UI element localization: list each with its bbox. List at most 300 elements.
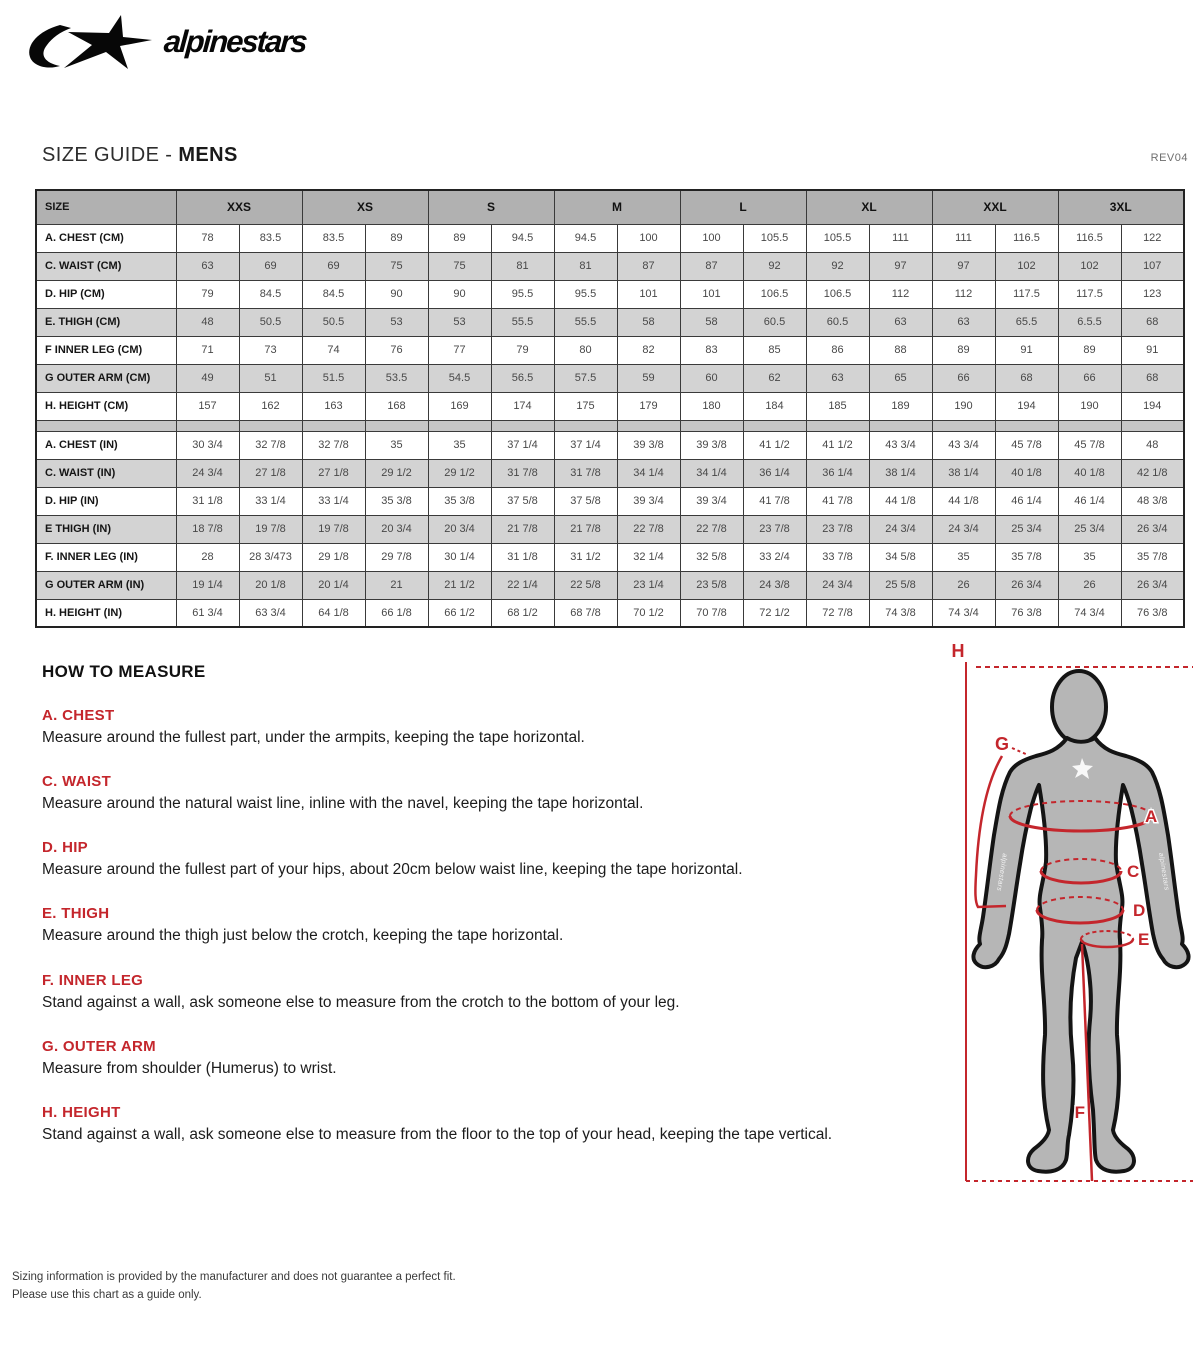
size-value-cell: 66 <box>1058 364 1121 392</box>
size-value-cell: 24 3/4 <box>869 515 932 543</box>
measure-text-outer-arm: Measure from shoulder (Humerus) to wrist. <box>42 1059 337 1077</box>
size-value-cell: 68 <box>995 364 1058 392</box>
table-row <box>36 543 1184 571</box>
size-value-cell: 81 <box>491 252 554 280</box>
size-value-cell: 70 1/2 <box>617 599 680 627</box>
size-value-cell: 60 <box>680 364 743 392</box>
size-value-cell: 20 1/4 <box>302 571 365 599</box>
separator-cell <box>302 420 365 431</box>
size-value-cell: 44 1/8 <box>932 487 995 515</box>
size-value-cell: 111 <box>869 224 932 252</box>
size-value-cell: 72 7/8 <box>806 599 869 627</box>
size-value-cell: 185 <box>806 392 869 420</box>
size-value-cell: 54.5 <box>428 364 491 392</box>
size-value-cell: 87 <box>617 252 680 280</box>
table-row <box>36 431 1184 459</box>
size-value-cell: 21 1/2 <box>428 571 491 599</box>
how-to-measure-title: HOW TO MEASURE <box>42 662 206 681</box>
size-value-cell: 39 3/8 <box>680 431 743 459</box>
size-value-cell: 23 7/8 <box>806 515 869 543</box>
size-value-cell: 31 7/8 <box>554 459 617 487</box>
size-value-cell: 100 <box>680 224 743 252</box>
size-value-cell: 63 <box>932 308 995 336</box>
size-value-cell: 91 <box>995 336 1058 364</box>
size-col-header-xs: XS <box>302 190 428 224</box>
size-value-cell: 26 <box>932 571 995 599</box>
size-value-cell: 66 <box>932 364 995 392</box>
size-value-cell: 19 1/4 <box>176 571 239 599</box>
table-row <box>36 364 1184 392</box>
page-title-gender: MENS <box>178 144 238 166</box>
size-value-cell: 101 <box>680 280 743 308</box>
table-row <box>36 392 1184 420</box>
size-value-cell: 63 <box>869 308 932 336</box>
size-value-cell: 32 1/4 <box>617 543 680 571</box>
diagram-label-chest: A <box>1145 807 1158 826</box>
size-value-cell: 190 <box>932 392 995 420</box>
size-value-cell: 22 7/8 <box>617 515 680 543</box>
size-value-cell: 28 <box>176 543 239 571</box>
size-value-cell: 107 <box>1121 252 1184 280</box>
size-value-cell: 162 <box>239 392 302 420</box>
size-value-cell: 60.5 <box>806 308 869 336</box>
size-col-header-s: S <box>428 190 554 224</box>
size-value-cell: 29 1/2 <box>428 459 491 487</box>
size-value-cell: 95.5 <box>554 280 617 308</box>
size-col-header-l: L <box>680 190 806 224</box>
size-value-cell: 34 1/4 <box>680 459 743 487</box>
size-value-cell: 55.5 <box>491 308 554 336</box>
measure-heading-waist: C. WAIST <box>42 773 112 791</box>
size-value-cell: 50.5 <box>302 308 365 336</box>
size-value-cell: 190 <box>1058 392 1121 420</box>
row-label: F. INNER LEG (IN) <box>36 543 176 571</box>
size-value-cell: 37 1/4 <box>491 431 554 459</box>
size-value-cell: 68 <box>1121 308 1184 336</box>
size-value-cell: 63 <box>176 252 239 280</box>
size-value-cell: 35 <box>932 543 995 571</box>
row-label: D. HIP (CM) <box>36 280 176 308</box>
diagram-label-outer-arm: G <box>994 734 1010 754</box>
row-label: C. WAIST (CM) <box>36 252 176 280</box>
separator-cell <box>743 420 806 431</box>
size-value-cell: 76 3/8 <box>1121 599 1184 627</box>
size-value-cell: 35 <box>1058 543 1121 571</box>
size-value-cell: 74 3/8 <box>869 599 932 627</box>
size-value-cell: 21 7/8 <box>554 515 617 543</box>
size-value-cell: 37 1/4 <box>554 431 617 459</box>
size-value-cell: 84.5 <box>302 280 365 308</box>
size-value-cell: 94.5 <box>491 224 554 252</box>
row-label: G OUTER ARM (IN) <box>36 571 176 599</box>
size-value-cell: 163 <box>302 392 365 420</box>
size-value-cell: 72 1/2 <box>743 599 806 627</box>
size-value-cell: 40 1/8 <box>1058 459 1121 487</box>
size-value-cell: 37 5/8 <box>554 487 617 515</box>
size-value-cell: 90 <box>365 280 428 308</box>
size-value-cell: 35 <box>365 431 428 459</box>
size-value-cell: 105.5 <box>806 224 869 252</box>
size-value-cell: 40 1/8 <box>995 459 1058 487</box>
size-value-cell: 83.5 <box>239 224 302 252</box>
size-col-header-m: M <box>554 190 680 224</box>
separator-cell <box>680 420 743 431</box>
size-value-cell: 189 <box>869 392 932 420</box>
size-value-cell: 73 <box>239 336 302 364</box>
size-value-cell: 28 3/473 <box>239 543 302 571</box>
size-value-cell: 168 <box>365 392 428 420</box>
row-label: G OUTER ARM (CM) <box>36 364 176 392</box>
size-value-cell: 90 <box>428 280 491 308</box>
size-value-cell: 194 <box>1121 392 1184 420</box>
table-row <box>36 280 1184 308</box>
size-table-wrapper <box>35 189 1185 628</box>
separator-cell <box>806 420 869 431</box>
size-column-header: SIZE <box>36 190 176 224</box>
size-value-cell: 35 3/8 <box>365 487 428 515</box>
size-value-cell: 23 1/4 <box>617 571 680 599</box>
size-table <box>35 189 1185 628</box>
size-value-cell: 37 5/8 <box>491 487 554 515</box>
size-value-cell: 46 1/4 <box>1058 487 1121 515</box>
page-title <box>42 144 238 167</box>
size-value-cell: 122 <box>1121 224 1184 252</box>
diagram-label-hip: D <box>1133 901 1146 920</box>
size-value-cell: 22 7/8 <box>680 515 743 543</box>
size-value-cell: 87 <box>680 252 743 280</box>
size-value-cell: 79 <box>491 336 554 364</box>
size-col-header-xxl: XXL <box>932 190 1058 224</box>
size-value-cell: 75 <box>365 252 428 280</box>
row-label: D. HIP (IN) <box>36 487 176 515</box>
size-value-cell: 89 <box>428 224 491 252</box>
separator-cell <box>176 420 239 431</box>
unit-separator-row <box>36 420 1184 431</box>
brand-wordmark: alpinestars <box>162 24 307 59</box>
size-value-cell: 180 <box>680 392 743 420</box>
size-value-cell: 39 3/4 <box>680 487 743 515</box>
size-value-cell: 175 <box>554 392 617 420</box>
separator-cell <box>365 420 428 431</box>
size-value-cell: 25 3/4 <box>1058 515 1121 543</box>
size-value-cell: 179 <box>617 392 680 420</box>
size-value-cell: 32 7/8 <box>239 431 302 459</box>
measure-heading-hip: D. HIP <box>42 839 88 857</box>
size-value-cell: 184 <box>743 392 806 420</box>
measure-text-inner-leg: Stand against a wall, ask someone else to measure from the crotch to the bottom of your leg. <box>42 993 680 1011</box>
table-row <box>36 224 1184 252</box>
right-forearm-brand-text: alpinestars <box>1157 852 1170 892</box>
size-value-cell: 81 <box>554 252 617 280</box>
separator-cell <box>428 420 491 431</box>
page-title-prefix: SIZE GUIDE - <box>42 144 179 166</box>
size-value-cell: 83 <box>680 336 743 364</box>
measure-text-waist: Measure around the natural waist line, inline with the navel, keeping the tape horizontal. <box>42 795 644 813</box>
size-value-cell: 92 <box>743 252 806 280</box>
size-value-cell: 45 7/8 <box>995 431 1058 459</box>
size-value-cell: 26 3/4 <box>1121 515 1184 543</box>
size-value-cell: 97 <box>869 252 932 280</box>
size-value-cell: 31 7/8 <box>491 459 554 487</box>
size-col-header-3xl: 3XL <box>1058 190 1184 224</box>
separator-cell <box>932 420 995 431</box>
size-value-cell: 29 1/8 <box>302 543 365 571</box>
size-value-cell: 58 <box>680 308 743 336</box>
size-value-cell: 19 7/8 <box>302 515 365 543</box>
diagram-label-height: H <box>951 641 965 661</box>
separator-cell <box>554 420 617 431</box>
measure-heading-inner-leg: F. INNER LEG <box>42 971 144 989</box>
size-value-cell: 44 1/8 <box>869 487 932 515</box>
size-value-cell: 24 3/4 <box>176 459 239 487</box>
size-value-cell: 102 <box>1058 252 1121 280</box>
size-value-cell: 76 <box>365 336 428 364</box>
footer-line-2: Please use this chart as a guide only. <box>12 1289 202 1302</box>
size-value-cell: 65 <box>869 364 932 392</box>
size-col-header-xl: XL <box>806 190 932 224</box>
diagram-label-inner-leg: F <box>1074 1103 1085 1122</box>
size-value-cell: 51 <box>239 364 302 392</box>
size-value-cell: 38 1/4 <box>932 459 995 487</box>
separator-cell <box>869 420 932 431</box>
size-value-cell: 100 <box>617 224 680 252</box>
size-value-cell: 29 1/2 <box>365 459 428 487</box>
size-value-cell: 80 <box>554 336 617 364</box>
size-value-cell: 61 3/4 <box>176 599 239 627</box>
size-value-cell: 60.5 <box>743 308 806 336</box>
footer-disclaimer <box>12 1268 456 1305</box>
size-value-cell: 106.5 <box>743 280 806 308</box>
size-value-cell: 75 <box>428 252 491 280</box>
size-value-cell: 111 <box>932 224 995 252</box>
measure-text-chest: Measure around the fullest part, under the armpits, keeping the tape horizontal. <box>42 729 585 746</box>
size-value-cell: 27 1/8 <box>302 459 365 487</box>
table-row <box>36 571 1184 599</box>
size-value-cell: 35 7/8 <box>1121 543 1184 571</box>
size-value-cell: 91 <box>1121 336 1184 364</box>
table-row <box>36 487 1184 515</box>
table-row <box>36 459 1184 487</box>
row-label: A. CHEST (IN) <box>36 431 176 459</box>
size-value-cell: 30 3/4 <box>176 431 239 459</box>
table-row <box>36 308 1184 336</box>
size-value-cell: 34 1/4 <box>617 459 680 487</box>
size-value-cell: 68 1/2 <box>491 599 554 627</box>
size-value-cell: 66 1/8 <box>365 599 428 627</box>
size-value-cell: 194 <box>995 392 1058 420</box>
size-value-cell: 29 7/8 <box>365 543 428 571</box>
size-value-cell: 33 1/4 <box>239 487 302 515</box>
table-row <box>36 599 1184 627</box>
size-value-cell: 74 3/4 <box>1058 599 1121 627</box>
size-value-cell: 48 <box>176 308 239 336</box>
size-value-cell: 24 3/4 <box>806 571 869 599</box>
size-value-cell: 23 5/8 <box>680 571 743 599</box>
size-value-cell: 78 <box>176 224 239 252</box>
size-value-cell: 71 <box>176 336 239 364</box>
size-value-cell: 112 <box>932 280 995 308</box>
size-value-cell: 38 1/4 <box>869 459 932 487</box>
diagram-label-thigh: E <box>1138 930 1150 949</box>
size-value-cell: 35 3/8 <box>428 487 491 515</box>
size-value-cell: 123 <box>1121 280 1184 308</box>
size-value-cell: 55.5 <box>554 308 617 336</box>
size-value-cell: 58 <box>617 308 680 336</box>
size-value-cell: 45 7/8 <box>1058 431 1121 459</box>
size-value-cell: 26 <box>1058 571 1121 599</box>
size-value-cell: 116.5 <box>995 224 1058 252</box>
size-value-cell: 32 7/8 <box>302 431 365 459</box>
size-value-cell: 19 7/8 <box>239 515 302 543</box>
size-value-cell: 116.5 <box>1058 224 1121 252</box>
size-value-cell: 18 7/8 <box>176 515 239 543</box>
size-value-cell: 89 <box>365 224 428 252</box>
size-value-cell: 102 <box>995 252 1058 280</box>
size-value-cell: 84.5 <box>239 280 302 308</box>
size-value-cell: 77 <box>428 336 491 364</box>
row-label: E THIGH (IN) <box>36 515 176 543</box>
size-value-cell: 20 3/4 <box>428 515 491 543</box>
outer-arm-pointer-dash <box>1012 748 1028 755</box>
size-value-cell: 83.5 <box>302 224 365 252</box>
size-value-cell: 82 <box>617 336 680 364</box>
size-value-cell: 88 <box>869 336 932 364</box>
size-value-cell: 53 <box>365 308 428 336</box>
size-value-cell: 65.5 <box>995 308 1058 336</box>
size-value-cell: 69 <box>239 252 302 280</box>
body-figure-illustration <box>930 640 1200 1185</box>
row-label: E. THIGH (CM) <box>36 308 176 336</box>
size-value-cell: 50.5 <box>239 308 302 336</box>
size-value-cell: 42 1/8 <box>1121 459 1184 487</box>
separator-cell <box>617 420 680 431</box>
separator-cell <box>995 420 1058 431</box>
size-value-cell: 174 <box>491 392 554 420</box>
size-value-cell: 6.5.5 <box>1058 308 1121 336</box>
size-value-cell: 32 5/8 <box>680 543 743 571</box>
measure-heading-chest: A. CHEST <box>42 707 115 724</box>
alpinestars-star-icon <box>24 12 156 72</box>
size-value-cell: 24 3/8 <box>743 571 806 599</box>
size-value-cell: 33 2/4 <box>743 543 806 571</box>
size-value-cell: 24 3/4 <box>932 515 995 543</box>
separator-cell <box>1058 420 1121 431</box>
size-value-cell: 106.5 <box>806 280 869 308</box>
size-value-cell: 64 1/8 <box>302 599 365 627</box>
brand-logo <box>24 12 306 72</box>
size-value-cell: 86 <box>806 336 869 364</box>
size-value-cell: 31 1/8 <box>491 543 554 571</box>
row-label: A. CHEST (CM) <box>36 224 176 252</box>
size-value-cell: 31 1/8 <box>176 487 239 515</box>
size-value-cell: 76 3/8 <box>995 599 1058 627</box>
size-col-header-xxs: XXS <box>176 190 302 224</box>
size-value-cell: 74 3/4 <box>932 599 995 627</box>
size-value-cell: 101 <box>617 280 680 308</box>
size-value-cell: 41 1/2 <box>743 431 806 459</box>
size-value-cell: 94.5 <box>554 224 617 252</box>
footer-line-1: Sizing information is provided by the manufacturer and does not guarantee a perfect fit. <box>12 1271 456 1283</box>
size-value-cell: 69 <box>302 252 365 280</box>
size-value-cell: 53.5 <box>365 364 428 392</box>
left-forearm-brand-text: alpinestars <box>995 852 1008 892</box>
size-value-cell: 70 7/8 <box>680 599 743 627</box>
size-value-cell: 51.5 <box>302 364 365 392</box>
size-value-cell: 25 5/8 <box>869 571 932 599</box>
size-value-cell: 39 3/4 <box>617 487 680 515</box>
size-value-cell: 117.5 <box>1058 280 1121 308</box>
size-value-cell: 105.5 <box>743 224 806 252</box>
size-value-cell: 89 <box>932 336 995 364</box>
size-value-cell: 36 1/4 <box>743 459 806 487</box>
size-value-cell: 92 <box>806 252 869 280</box>
size-value-cell: 85 <box>743 336 806 364</box>
size-value-cell: 112 <box>869 280 932 308</box>
figure-head <box>1052 671 1106 743</box>
size-value-cell: 39 3/8 <box>617 431 680 459</box>
size-value-cell: 35 <box>428 431 491 459</box>
size-value-cell: 49 <box>176 364 239 392</box>
size-value-cell: 21 <box>365 571 428 599</box>
row-label: F INNER LEG (CM) <box>36 336 176 364</box>
size-value-cell: 59 <box>617 364 680 392</box>
size-value-cell: 89 <box>1058 336 1121 364</box>
separator-cell <box>36 420 176 431</box>
body-measurement-diagram <box>930 640 1200 1185</box>
size-value-cell: 46 1/4 <box>995 487 1058 515</box>
row-label: H. HEIGHT (IN) <box>36 599 176 627</box>
size-value-cell: 43 3/4 <box>869 431 932 459</box>
size-value-cell: 63 <box>806 364 869 392</box>
size-value-cell: 74 <box>302 336 365 364</box>
table-row <box>36 515 1184 543</box>
size-value-cell: 41 1/2 <box>806 431 869 459</box>
size-value-cell: 30 1/4 <box>428 543 491 571</box>
size-value-cell: 62 <box>743 364 806 392</box>
table-row <box>36 336 1184 364</box>
size-header-row <box>36 190 1184 224</box>
size-value-cell: 22 5/8 <box>554 571 617 599</box>
row-label: C. WAIST (IN) <box>36 459 176 487</box>
title-bar <box>42 144 1188 167</box>
measure-heading-height: H. HEIGHT <box>42 1103 121 1121</box>
size-value-cell: 41 7/8 <box>743 487 806 515</box>
size-value-cell: 66 1/2 <box>428 599 491 627</box>
size-value-cell: 26 3/4 <box>1121 571 1184 599</box>
size-value-cell: 48 3/8 <box>1121 487 1184 515</box>
separator-cell <box>491 420 554 431</box>
size-value-cell: 68 <box>1121 364 1184 392</box>
size-value-cell: 41 7/8 <box>806 487 869 515</box>
table-row <box>36 252 1184 280</box>
size-value-cell: 43 3/4 <box>932 431 995 459</box>
row-label: H. HEIGHT (CM) <box>36 392 176 420</box>
separator-cell <box>239 420 302 431</box>
size-value-cell: 56.5 <box>491 364 554 392</box>
size-value-cell: 63 3/4 <box>239 599 302 627</box>
size-value-cell: 23 7/8 <box>743 515 806 543</box>
size-value-cell: 21 7/8 <box>491 515 554 543</box>
size-value-cell: 68 7/8 <box>554 599 617 627</box>
diagram-label-waist: C <box>1127 862 1140 881</box>
measure-text-hip: Measure around the fullest part of your hips, about 20cm below waist line, keeping the tape horizontal. <box>42 861 743 879</box>
size-value-cell: 22 1/4 <box>491 571 554 599</box>
size-value-cell: 25 3/4 <box>995 515 1058 543</box>
size-value-cell: 35 7/8 <box>995 543 1058 571</box>
size-value-cell: 27 1/8 <box>239 459 302 487</box>
size-value-cell: 48 <box>1121 431 1184 459</box>
revision-label: REV04 <box>1150 152 1188 164</box>
